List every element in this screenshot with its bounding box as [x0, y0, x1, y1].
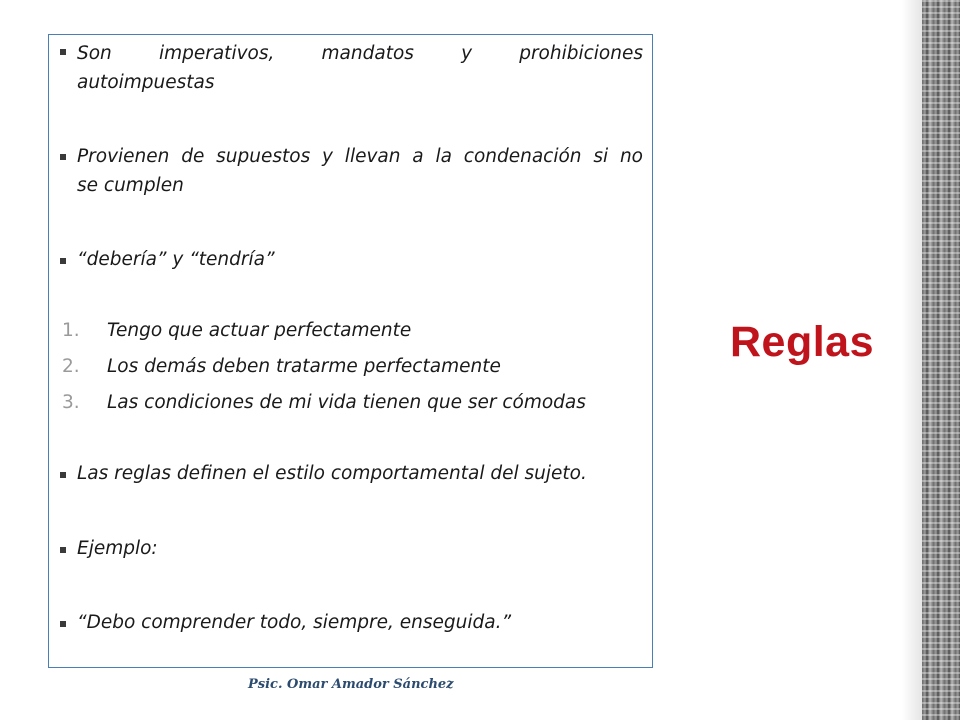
bullet-2-line-2: se cumplen: [77, 175, 184, 196]
slide-title: Reglas: [730, 318, 875, 366]
bullet-5-line-1: Ejemplo:: [77, 538, 158, 559]
bullet-marker: [60, 621, 66, 627]
bullet-6-line-1: “Debo comprender todo, siempre, enseguida.”: [77, 612, 512, 633]
bullet-3-line-1: “debería” y “tendría”: [77, 249, 275, 270]
decorative-edge-border: [922, 0, 960, 720]
content-box: [48, 34, 653, 668]
bullet-1-line-1: Son imperativos, mandatos y prohibiciones: [77, 43, 643, 64]
bullet-marker: [60, 154, 66, 160]
bullet-marker: [60, 547, 66, 553]
numbered-item-number: 3.: [62, 392, 80, 413]
bullet-marker: [60, 258, 66, 264]
bullet-marker: [60, 472, 66, 478]
bullet-1-line-2: autoimpuestas: [77, 72, 215, 93]
numbered-item-number: 1.: [62, 320, 80, 341]
numbered-item-number: 2.: [62, 356, 80, 377]
numbered-item-text: Los demás deben tratarme perfectamente: [107, 356, 501, 377]
bullet-marker: [60, 49, 66, 55]
numbered-item-text: Las condiciones de mi vida tienen que ser cómodas: [107, 392, 586, 413]
edge-shadow: [902, 0, 922, 720]
numbered-item-text: Tengo que actuar perfectamente: [107, 320, 412, 341]
bullet-4-line-1: Las reglas definen el estilo comportamental del sujeto.: [77, 463, 587, 484]
footer-author: Psic. Omar Amador Sánchez: [248, 677, 454, 692]
bullet-2-line-1: Provienen de supuestos y llevan a la condenación si no: [77, 146, 643, 167]
